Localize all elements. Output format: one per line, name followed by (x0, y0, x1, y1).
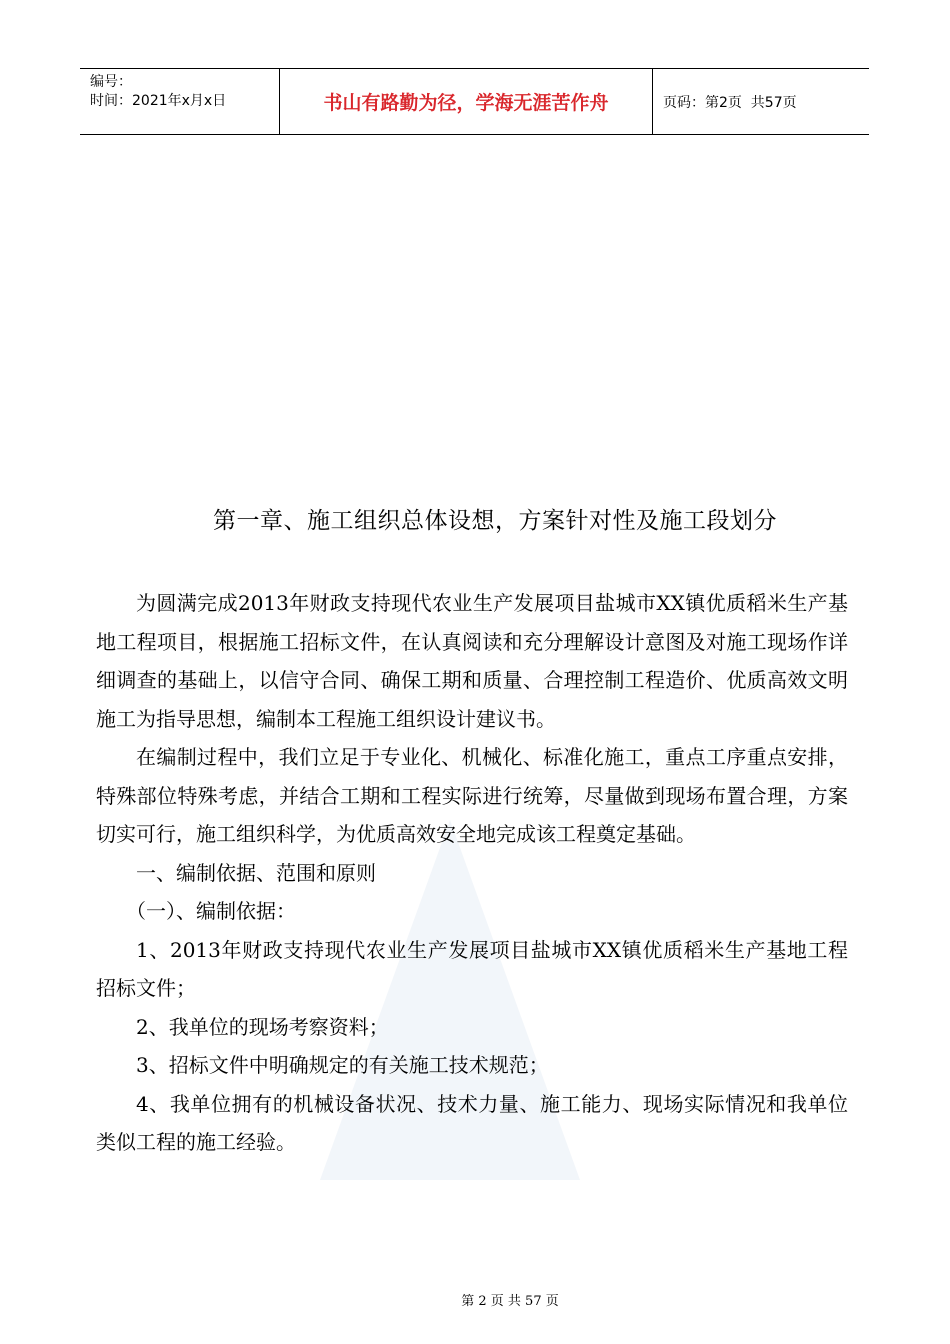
document-body (96, 584, 848, 1162)
chapter-title: 第一章、施工组织总体设想，方案针对性及施工段划分 (213, 508, 777, 534)
document-number-label: 编号： (90, 74, 132, 90)
subsection-heading: （一）、编制依据： (126, 899, 296, 923)
page-header (80, 68, 869, 135)
paragraph: 在编制过程中，我们立足于专业化、机械化、标准化施工，重点工序重点安排，特殊部位特殊考虑，并结合工期和工程实际进行统筹，尽量做到现场布置合理，方案切实可行，施工组织科学，为优质高效安全地完成该工程奠定基础。 (96, 745, 848, 846)
page-footer: 第 2 页 共 57 页 (461, 1294, 559, 1309)
list-item: 3、招标文件中明确规定的有关施工技术规范； (136, 1053, 549, 1077)
header-meta (80, 69, 280, 134)
paragraph: 为圆满完成2013年财政支持现代农业生产发展项目盐城市XX镇优质稻米生产基地工程项目，根据施工招标文件，在认真阅读和充分理解设计意图及对施工现场作详细调查的基础上，以信守合同、确保工期和质量、合理控制工程造价、优质高效文明施工为指导思想，编制本工程施工组织设计建议书。 (96, 591, 848, 731)
list-item: 1、2013年财政支持现代农业生产发展项目盐城市XX镇优质稻米生产基地工程招标文件； (96, 937, 848, 1000)
document-date: 时间：2021年x月x日 (90, 93, 227, 109)
section-heading: 一、编制依据、范围和原则 (136, 860, 376, 885)
header-page-info (653, 69, 869, 134)
header-motto: 书山有路勤为径，学海无涯苦作舟 (280, 69, 653, 134)
list-item: 4、我单位拥有的机械设备状况、技术力量、施工能力、现场实际情况和我单位类似工程的施工经验。 (96, 1091, 848, 1154)
header-page-text: 页码：第2页 共57页 (663, 94, 797, 111)
list-item: 2、我单位的现场考察资料； (136, 1014, 389, 1039)
